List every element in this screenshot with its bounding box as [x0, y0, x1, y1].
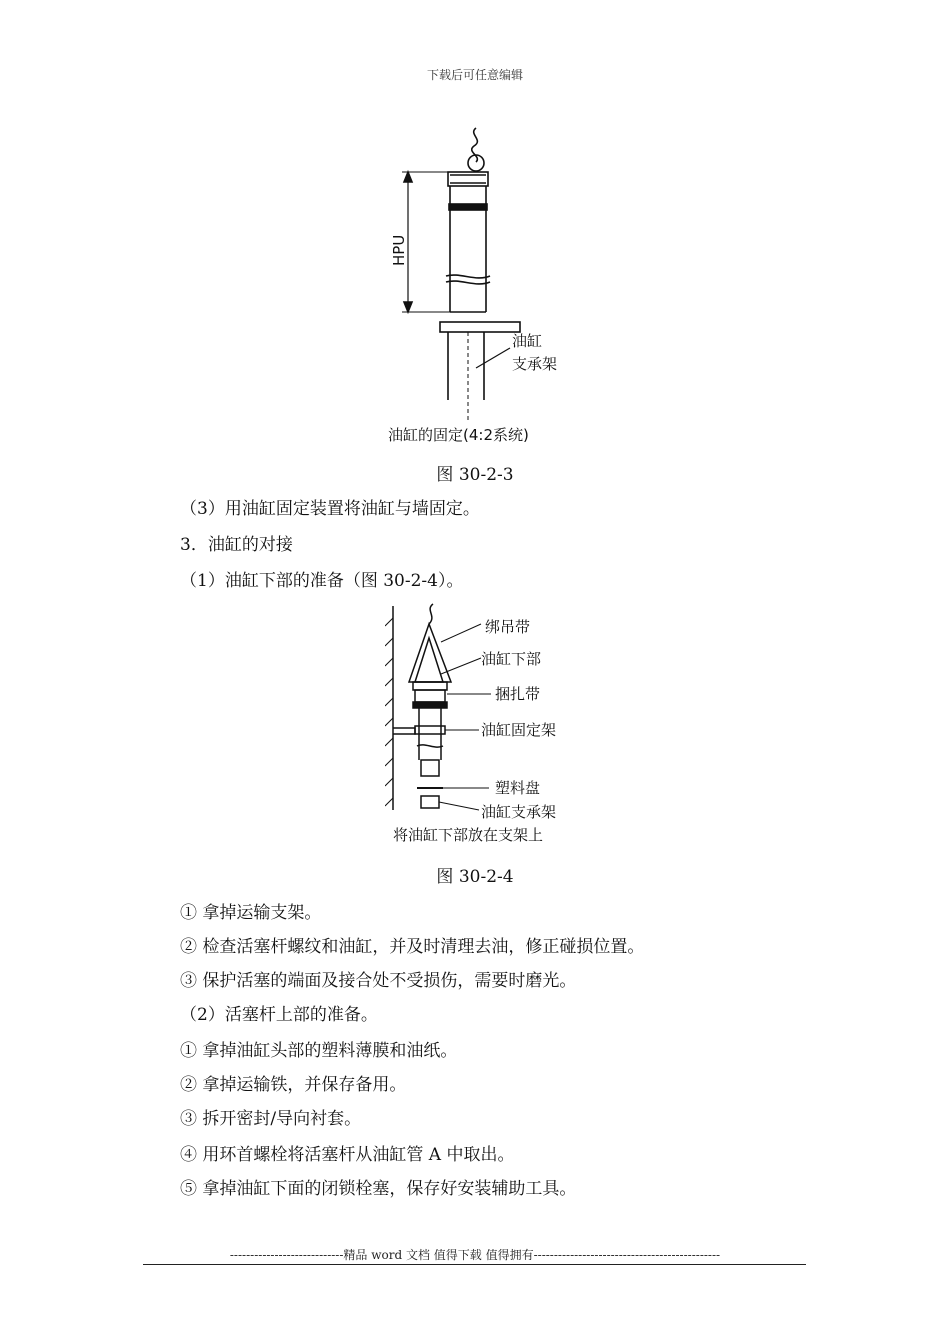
sling-icon: [409, 624, 451, 682]
figure1-title: 油缸的固定(4:2系统): [388, 426, 529, 444]
label-fixing-bracket: 油缸固定架: [481, 721, 557, 739]
section-heading: 3．油缸的对接: [180, 535, 293, 555]
footer-divider: [143, 1264, 806, 1265]
footer-text: ----------------------------精品 word 文档 值得下载 值得拥有----------------------------------------------: [229, 1248, 721, 1262]
label-strap: 捆扎带: [495, 685, 541, 703]
paragraph: （1）油缸下部的准备（图 30-2-4）。: [180, 571, 464, 591]
paragraph: （3）用油缸固定装置将油缸与墙固定。: [180, 499, 480, 519]
step-item: ① 拿掉油缸头部的塑料薄膜和油纸。: [180, 1041, 458, 1061]
step-item: ② 检查活塞杆螺纹和油缸，并及时清理去油，修正碰损位置。: [180, 937, 645, 957]
figure-cylinder-fixing: [380, 120, 580, 450]
label-support-stand: 油缸支承架: [481, 803, 557, 821]
step-item: ⑤ 拿掉油缸下面的闭锁栓塞，保存好安装辅助工具。: [180, 1179, 577, 1199]
figure2-caption: 图 30-2-4: [436, 867, 514, 887]
callout-cylinder: 油缸: [512, 332, 543, 350]
step-item: ① 拿掉运输支架。: [180, 903, 322, 923]
step-item: ③ 拆开密封/导向衬套。: [180, 1109, 362, 1129]
step-item: ③ 保护活塞的端面及接合处不受损伤，需要时磨光。: [180, 971, 577, 991]
figure1-caption: 图 30-2-3: [436, 465, 514, 485]
label-lower-cylinder: 油缸下部: [481, 650, 542, 668]
header-note: 下载后可任意编辑: [426, 68, 523, 82]
figure2-title: 将油缸下部放在支架上: [393, 826, 544, 844]
callout-support: 支承架: [512, 355, 558, 373]
dimension-label: HPU: [390, 234, 408, 266]
step-item: ② 拿掉运输铁，并保存备用。: [180, 1075, 407, 1095]
label-plastic-disk: 塑料盘: [495, 779, 541, 797]
figure-lower-cylinder-prep: [385, 598, 585, 848]
step-item: ④ 用环首螺栓将活塞杆从油缸管 A 中取出。: [180, 1145, 515, 1165]
label-sling: 绑吊带: [485, 618, 531, 636]
wire-icon: [472, 128, 478, 162]
subsection-heading: （2）活塞杆上部的准备。: [180, 1005, 378, 1025]
